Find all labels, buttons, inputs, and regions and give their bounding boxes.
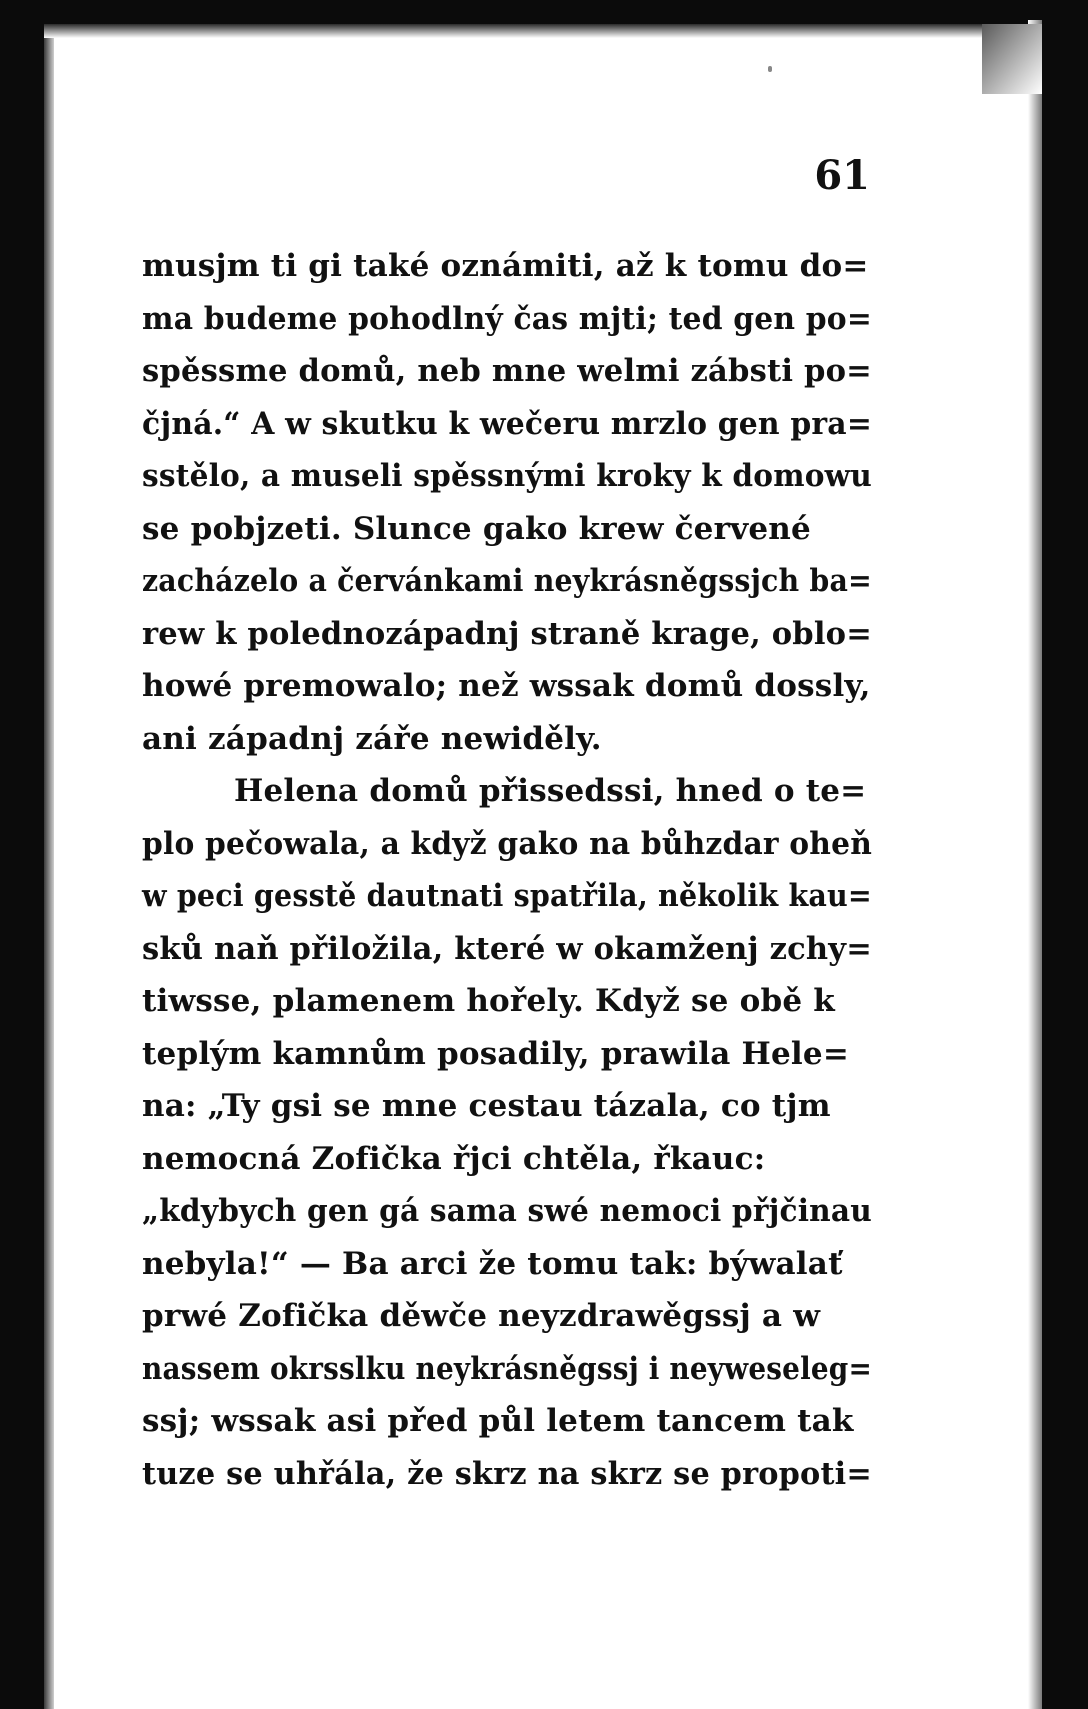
text-line: zacházelo a červánkami neykrásněgssjch ba=: [142, 563, 872, 599]
text-line: se pobjzeti. Slunce gako krew červené: [142, 510, 811, 547]
text-line: na: „Ty gsi se mne cestau tázala, co tjm: [142, 1088, 831, 1124]
text-line: w peci gesstě dautnati spatřila, několik kau=: [142, 878, 872, 914]
text-line: teplým kamnům posadily, prawila Hele=: [142, 1035, 849, 1072]
scan-border-top: [0, 0, 1088, 24]
text-line: čjná.“ A w skutku k wečeru mrzlo gen pra=: [142, 405, 872, 442]
ink-speck: [768, 66, 772, 72]
text-line: nebyla!“ — Ba arci že tomu tak: býwalať: [142, 1245, 843, 1282]
scan-border-left-shadow: [44, 0, 54, 1709]
text-line: howé premowalo; než wssak domů dossly,: [142, 668, 871, 704]
page-corner-shadow: [982, 24, 1042, 94]
text-line: ma budeme pohodlný čas mjti; ted gen po=: [142, 300, 872, 337]
scan-border-right: [1042, 0, 1088, 1709]
page-number: 61: [814, 152, 870, 199]
text-line: sků naň přiložila, které w okamženj zchy=: [142, 930, 872, 967]
text-line: „kdybych gen gá sama swé nemoci přjčinau: [142, 1193, 872, 1229]
page-edge-right: [1028, 20, 1042, 1709]
text-line: rew k polednozápadnj straně krage, oblo=: [142, 615, 872, 652]
scan-border-top-shadow: [44, 24, 1044, 38]
text-line: ani západnj záře newiděly.: [142, 720, 602, 757]
text-line: plo pečowala, a když gako na bůhzdar oheň: [142, 825, 872, 862]
body-text: [142, 240, 872, 1500]
text-line: sstělo, a museli spěssnými kroky k domowu: [142, 458, 872, 494]
text-line: nemocná Zofička řjci chtěla, řkauc:: [142, 1140, 766, 1177]
text-line-indented: Helena domů přissedssi, hned o te=: [234, 773, 867, 809]
text-line: nassem okrsslku neykrásněgssj i neyweseleg=: [142, 1350, 872, 1387]
text-line: ssj; wssak asi před půl letem tancem tak: [142, 1403, 854, 1439]
text-line: spěssme domů, neb mne welmi zábsti po=: [142, 353, 872, 389]
text-line: tuze se uhřála, že skrz na skrz se propoti=: [142, 1455, 872, 1492]
text-line: musjm ti gi také oznámiti, až k tomu do=: [142, 248, 869, 284]
scan-border-left: [0, 0, 44, 1709]
text-line: prwé Zofička děwče neyzdrawěgssj a w: [142, 1298, 821, 1334]
text-line: tiwsse, plamenem hořely. Když se obě k: [142, 983, 835, 1019]
